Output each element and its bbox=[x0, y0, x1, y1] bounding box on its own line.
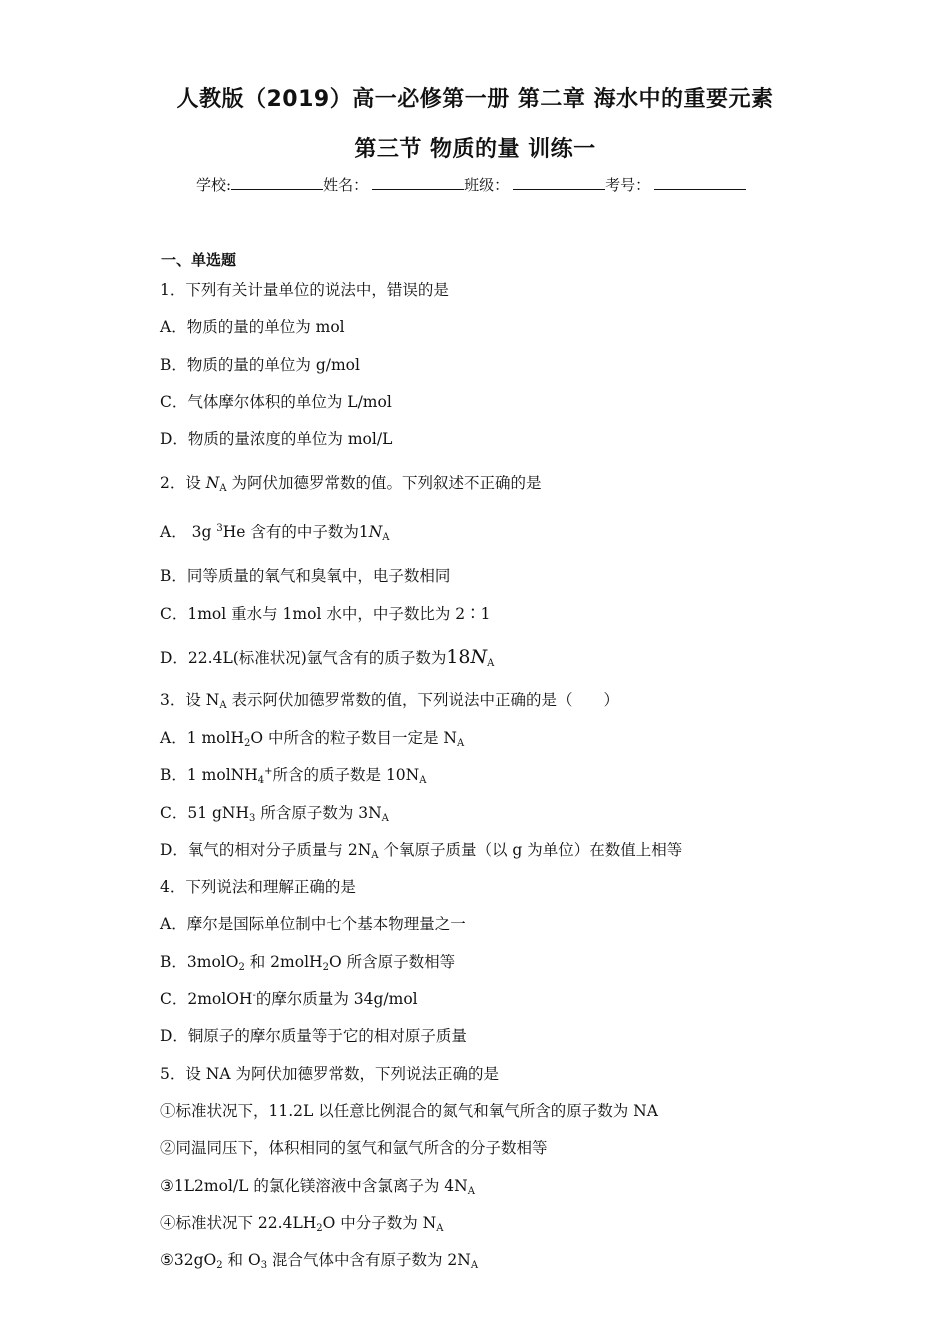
q5-statement-3: ③1L2mol/L 的氯化镁溶液中含氯离子为 $4N_A$ bbox=[160, 1177, 475, 1197]
name-blank[interactable] bbox=[372, 175, 464, 190]
page-subtitle: 第三节 物质的量 训练一 bbox=[354, 137, 596, 162]
q2-option-c: C．1mol 重水与 1mol 水中，中子数比为 2∶1 bbox=[160, 605, 491, 623]
q5-statement-2: ②同温同压下，体积相同的氢气和氩气所含的分子数相等 bbox=[160, 1139, 548, 1157]
q4-option-a: A．摩尔是国际单位制中七个基本物理量之一 bbox=[160, 915, 466, 933]
q2-option-a: A． 3g $^3$He 含有的中子数为$1N_A$ bbox=[160, 523, 390, 543]
q4-option-b: B．3molO$_2$ 和 2molH$_2$O 所含原子数相等 bbox=[160, 953, 456, 973]
q3-option-a: A．1 molH$_2$O 中所含的粒子数目一定是 $N_A$ bbox=[160, 729, 465, 749]
page-title: 人教版（2019）高一必修第一册 第二章 海水中的重要元素 bbox=[176, 87, 774, 112]
exam-no-label: 考号： bbox=[605, 176, 651, 194]
school-label: 学校: bbox=[196, 176, 232, 194]
class-blank[interactable] bbox=[513, 175, 605, 190]
q5-stem: 5．设 NA 为阿伏加德罗常数，下列说法正确的是 bbox=[160, 1065, 499, 1083]
q4-option-c: C．2molOH-的摩尔质量为 34g/mol bbox=[160, 990, 418, 1008]
q2-option-d: D．22.4L(标准状况)氩气含有的质子数为$18N_A$ bbox=[160, 646, 495, 669]
q1-option-c: C．气体摩尔体积的单位为 L/mol bbox=[160, 393, 392, 411]
q5-statement-4: ④标准状况下 $22.4LH_2O$ 中分子数为 $N_A$ bbox=[160, 1214, 444, 1234]
q3-option-b: B．1 molNH$_4$+所含的质子数是 $10N_A$ bbox=[160, 766, 427, 786]
q4-stem: 4．下列说法和理解正确的是 bbox=[160, 878, 356, 896]
q1-option-d: D．物质的量浓度的单位为 mol/L bbox=[160, 430, 393, 448]
class-label: 班级： bbox=[464, 176, 510, 194]
q5-statement-5: $⑤32gO_2$ 和 $O_3$ 混合气体中含有原子数为 $2N_A$ bbox=[160, 1251, 479, 1271]
q1-option-b: B．物质的量的单位为 g/mol bbox=[160, 356, 360, 374]
q1-option-a: A．物质的量的单位为 mol bbox=[160, 318, 345, 336]
section-title: 一、单选题 bbox=[161, 251, 237, 269]
q3-stem: 3．设 $N_A$ 表示阿伏加德罗常数的值，下列说法中正确的是（ ） bbox=[160, 691, 620, 711]
q1-stem: 1．下列有关计量单位的说法中，错误的是 bbox=[160, 281, 449, 299]
q2-stem: 2．设 $N_A$ 为阿伏加德罗常数的值。下列叙述不正确的是 bbox=[160, 474, 542, 494]
q3-option-d: D．氧气的相对分子质量与 $2N_A$ 个氧原子质量（以 g 为单位）在数值上相等 bbox=[160, 841, 683, 861]
q3-option-c: C．51 gNH$_3$ 所含原子数为 $3N_A$ bbox=[160, 804, 389, 824]
q5-statement-1: ①标准状况下，11.2L 以任意比例混合的氮气和氧气所含的原子数为 NA bbox=[160, 1102, 658, 1120]
exam-no-blank[interactable] bbox=[654, 175, 746, 190]
q2-option-b: B．同等质量的氧气和臭氧中，电子数相同 bbox=[160, 567, 451, 585]
school-blank[interactable] bbox=[231, 175, 323, 190]
name-label: 姓名： bbox=[323, 176, 369, 194]
student-info-row bbox=[196, 174, 746, 195]
q4-option-d: D．铜原子的摩尔质量等于它的相对原子质量 bbox=[160, 1027, 467, 1045]
